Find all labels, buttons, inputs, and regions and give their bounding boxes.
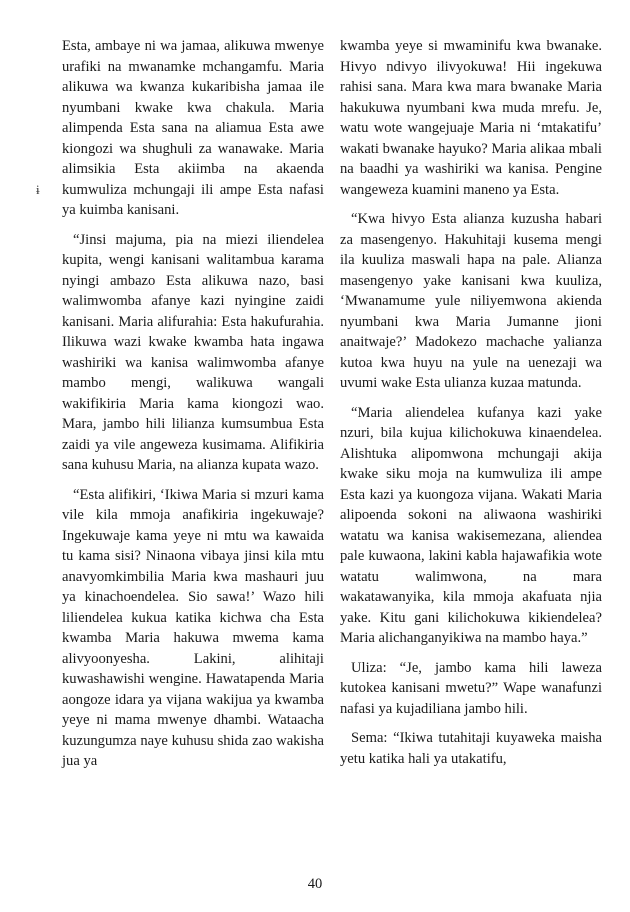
left-paragraph-2: “Jinsi majuma, pia na miezi iliendelea kupita, wengi kanisani walitambua karama nyingi ambazo Esta alikuwa nazo, basi walimwomba afanye kazi nyingine zaidi kanisani. Maria alifurahia: Esta hakufurahia. Ilikuwa wazi kwake kwamba hata ingawa washiriki wa kanisa walimwomba afanye mambo mengi, walikuwa wangali wakifikiria Maria kama kiongozi wao. Mara, jambo hili lilianza kumsumbua Esta zaidi ya vile angeweza kusimama. Alifikiria sana kuhusu Maria, na alianza kupata wazo. — [62, 231, 324, 473]
right-column — [340, 36, 602, 778]
right-paragraph-3: “Maria aliendelea kufanya kazi yake nzuri, bila kujua kilichokuwa kinaendelea. Alishtuka alipomwona mchungaji akija kwake siku moja na kumwuliza ili ampe Esta kazi ya kuongoza vijana. Wakati Maria alipoenda sokoni na aliwaona washiriki watatu wa kanisa wakisemezana, aliendea pale kuwaona, lakini kabla hajawafikia wote watatu walimwona, na mara wakatawanyika, kila mmoja akafuata njia yake. Kitu gani kilichokuwa kikiendelea? Maria alichanganyikiwa na mambo haya.” — [340, 404, 602, 646]
left-column — [62, 36, 324, 781]
left-paragraph-1: Esta, ambaye ni wa jamaa, alikuwa mwenye urafiki na mwanamke mchangamfu. Maria alikuwa wa kwanza kukaribisha jamaa ile nyumbani kwake kwa chakula. Maria alimpenda Esta sana na aliamua Esta awe kiongozi wa shughuli za wanawake. Maria alimsikia Esta akiimba na akaenda kumwuliza mchungaji ili ampe Esta nafasi ya kuimba kanisani. — [62, 38, 324, 218]
right-paragraph-1: kwamba yeye si mwaminifu kwa bwanake. Hivyo ndivyo ilivyokuwa! Hii ingekuwa rahisi sana. Mara kwa mara bwanake Maria hakukuwa nyumbani kwa muda mrefu. Je, watu wote wangejuaje Maria ni ‘mtakatifu’ wakati bwanake hayuko? Maria alikaa mbali na baadhi ya washiriki wa kanisa. Pengine wangeweza kuamini maneno ya Esta. — [340, 38, 602, 198]
left-paragraph-3: “Esta alifikiri, ‘Ikiwa Maria si mzuri kama vile kila mmoja anafikiria ingekuwaje? Ingekuwaje kama yeye ni mtu wa kawaida tu kama sisi? Ninaona vibaya jinsi kila mtu anavyomkimbilia Maria kwa mashauri juu ya kinachoendelea. Sio sawa!’ Wazo hili liliendelea kukua katika kichwa cha Esta kwamba Maria hakuwa mwema kama alivyoonyesha. Lakini, alihitaji kuwashawishi wengine. Hawatapenda Maria aongoze idara ya vijana wakijua ya kwamba yeye ni mama mwenye dhambi. Wataacha kuzungumza naye kuhusu shida zao wakisha jua ya — [62, 486, 324, 769]
margin-mark: ɨ — [36, 182, 40, 197]
right-paragraph-5: Sema: “Ikiwa tutahitaji kuyaweka maisha yetu katika hali ya utakatifu, — [340, 730, 602, 767]
page-number: 40 — [307, 876, 323, 892]
right-paragraph-2: “Kwa hivyo Esta alianza kuzusha habari za masengenyo. Hakuhitaji kusema mengi ila kuuliza maswali hapa na pale. Alianza masengenyo yake kanisani kwa kuuliza, ‘Mwanamume yule niliyemwona akienda nyumbani kwa Maria Jumanne jioni anaitwaje?’ Madokezo machache yalianza kutoa kwa huyu na yule na uenezaji wa uvumi wake Esta ulianza kuzaa matunda. — [340, 211, 602, 391]
right-paragraph-4: Uliza: “Je, jambo kama hili laweza kutokea kanisani mwetu?” Wape wanafunzi nafasi ya kujadiliana jambo hili. — [340, 659, 602, 717]
